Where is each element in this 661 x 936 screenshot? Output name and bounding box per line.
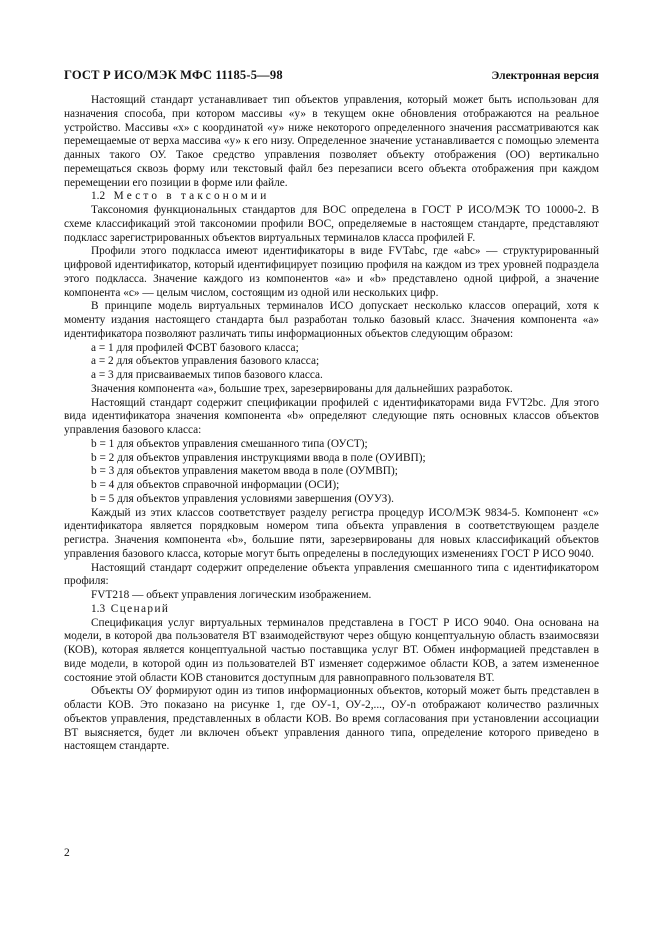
list-item-b3: b = 3 для объектов управления макетом ввода в поле (ОУМВП); [91,465,398,478]
section-title: Сценарий [110,602,170,615]
section-heading-1-3 [64,603,599,617]
standard-designation: ГОСТ Р ИСО/МЭК МФС 11185-5—98 [64,68,283,82]
paragraph-fvt218: FVT218 — объект управления логическим изображением. [91,589,372,601]
page-number: 2 [64,847,70,859]
list-item-a3: а = 3 для присваиваемых типов базового класса. [91,369,323,381]
paragraph-mixed-type: Настоящий стандарт содержит определение объекта управления смешанного типа с идентификатором профиля: [64,561,599,588]
section-number: 1.2 [91,190,106,203]
paragraph-taxonomy: Таксономия функциональных стандартов для ВОС определена в ГОСТ Р ИСО/МЭК ТО 10000-2. В схеме классификаций этой таксономии профили ВОС, определяемые в настоящем стандарте, представляют подкласс зарегистрированных объектов виртуальных терминалов класса профилей F. [64,204,599,244]
list-item-b5: b = 5 для объектов управления условиями завершения (ОУУЗ). [91,492,394,505]
paragraph-reserved-a: Значения компонента «а», большие трех, зарезервированы для дальнейших разработок. [91,382,513,395]
paragraph-profiles: Профили этого подкласса имеют идентификаторы в виде FVTabc, где «abc» — структурированный цифровой идентификатор, который идентифицирует позицию профиля на каждом из трех уровней подраздела этого подкласса. Значение каждого из компонентов «а» и «b» представлено одной цифрой, а значение компонента «с» — целым числом, состоящим из одной или нескольких цифр. [64,245,599,299]
edition-label: Электронная версия [491,70,599,82]
list-item-a1: а = 1 для профилей ФСВТ базового класса; [91,341,299,354]
list-item-b4: b = 4 для объектов справочной информации (ОСИ); [91,479,340,491]
section-number: 1.3 [91,602,106,615]
list-item-a2: а = 2 для объектов управления базового класса; [91,355,320,368]
list-item-b2: b = 2 для объектов управления инструкциями ввода в поле (ОУИВП); [91,451,426,464]
list-item-b1: b = 1 для объектов управления смешанного типа (ОУСТ); [91,437,368,450]
section-heading-1-2 [64,190,599,204]
section-title: Место в таксономии [113,190,270,203]
paragraph-intro: Настоящий стандарт устанавливает тип объектов управления, который может быть использован для назначения способа, при котором массивы «у» в текущем окне обновления отображаются на реальное устройство. Массивы «х» с координатой «у» ниже некоторого определенного значения рассматриваются как перемещаемые от верха массива «у» к его низу. Определенное значение устанавливается с помощью элемента данных такого ОУ. Такое средство управления позволяет объекту отображения (ОО) вертикально перемещаться сквозь форму или текстовый файл без перезаписи всего объекта отображения при каждом перемещении его позиции в форме или файле. [64,94,599,189]
body-text [64,94,599,754]
paragraph-objects: Объекты ОУ формируют один из типов информационных объектов, который может быть представлен в области КОВ. Это показано на рисунке 1, где ОУ-1, ОУ-2,..., ОУ-n отображают количество различных объектов управления, представленных в области КОВ. Во время согласования при установлении ассоциации ВТ выясняется, будет ли включен объект управления данного типа, определение которого приведено в настоящем стандарте. [64,685,599,753]
paragraph-register: Каждый из этих классов соответствует разделу регистра процедур ИСО/МЭК 9834-5. Компонент «с» идентификатора является порядковым номером типа объекта управления в соответствующем разделе регистра. Значения компонента «b», большие пяти, зарезервированы для новых классификаций объектов управления базового класса, которые могут быть определены в последующих изменениях ГОСТ Р ИСО 9040. [64,506,599,560]
paragraph-fvt2bc: Настоящий стандарт содержит спецификации профилей с идентификаторами вида FVT2bc. Для этого вида идентификатора значения компонента «b» определяют следующие пять основных классов объектов управления базового класса: [64,396,599,436]
running-header [64,68,599,83]
paragraph-scenario: Спецификация услуг виртуальных терминалов представлена в ГОСТ Р ИСО 9040. Она основана на модели, в которой два пользователя ВТ взаимодействуют через общую концептуальную область взаимосвязи (КОВ), которая является концептуальной частью поставщика услуг ВТ. Обмен информацией представлен в виде модели, в которой один из пользователей ВТ изменяет содержимое области КОВ, а затем измененное состояние этой области КОВ становится доступным для равноправного пользователя ВТ. [64,616,599,684]
paragraph-model: В принципе модель виртуальных терминалов ИСО допускает несколько классов операций, хотя к моменту издания настоящего стандарта был разработан только базовый класс. Значения компонента «а» идентификатора позволяют различать типы информационных объектов следующим образом: [64,300,599,340]
